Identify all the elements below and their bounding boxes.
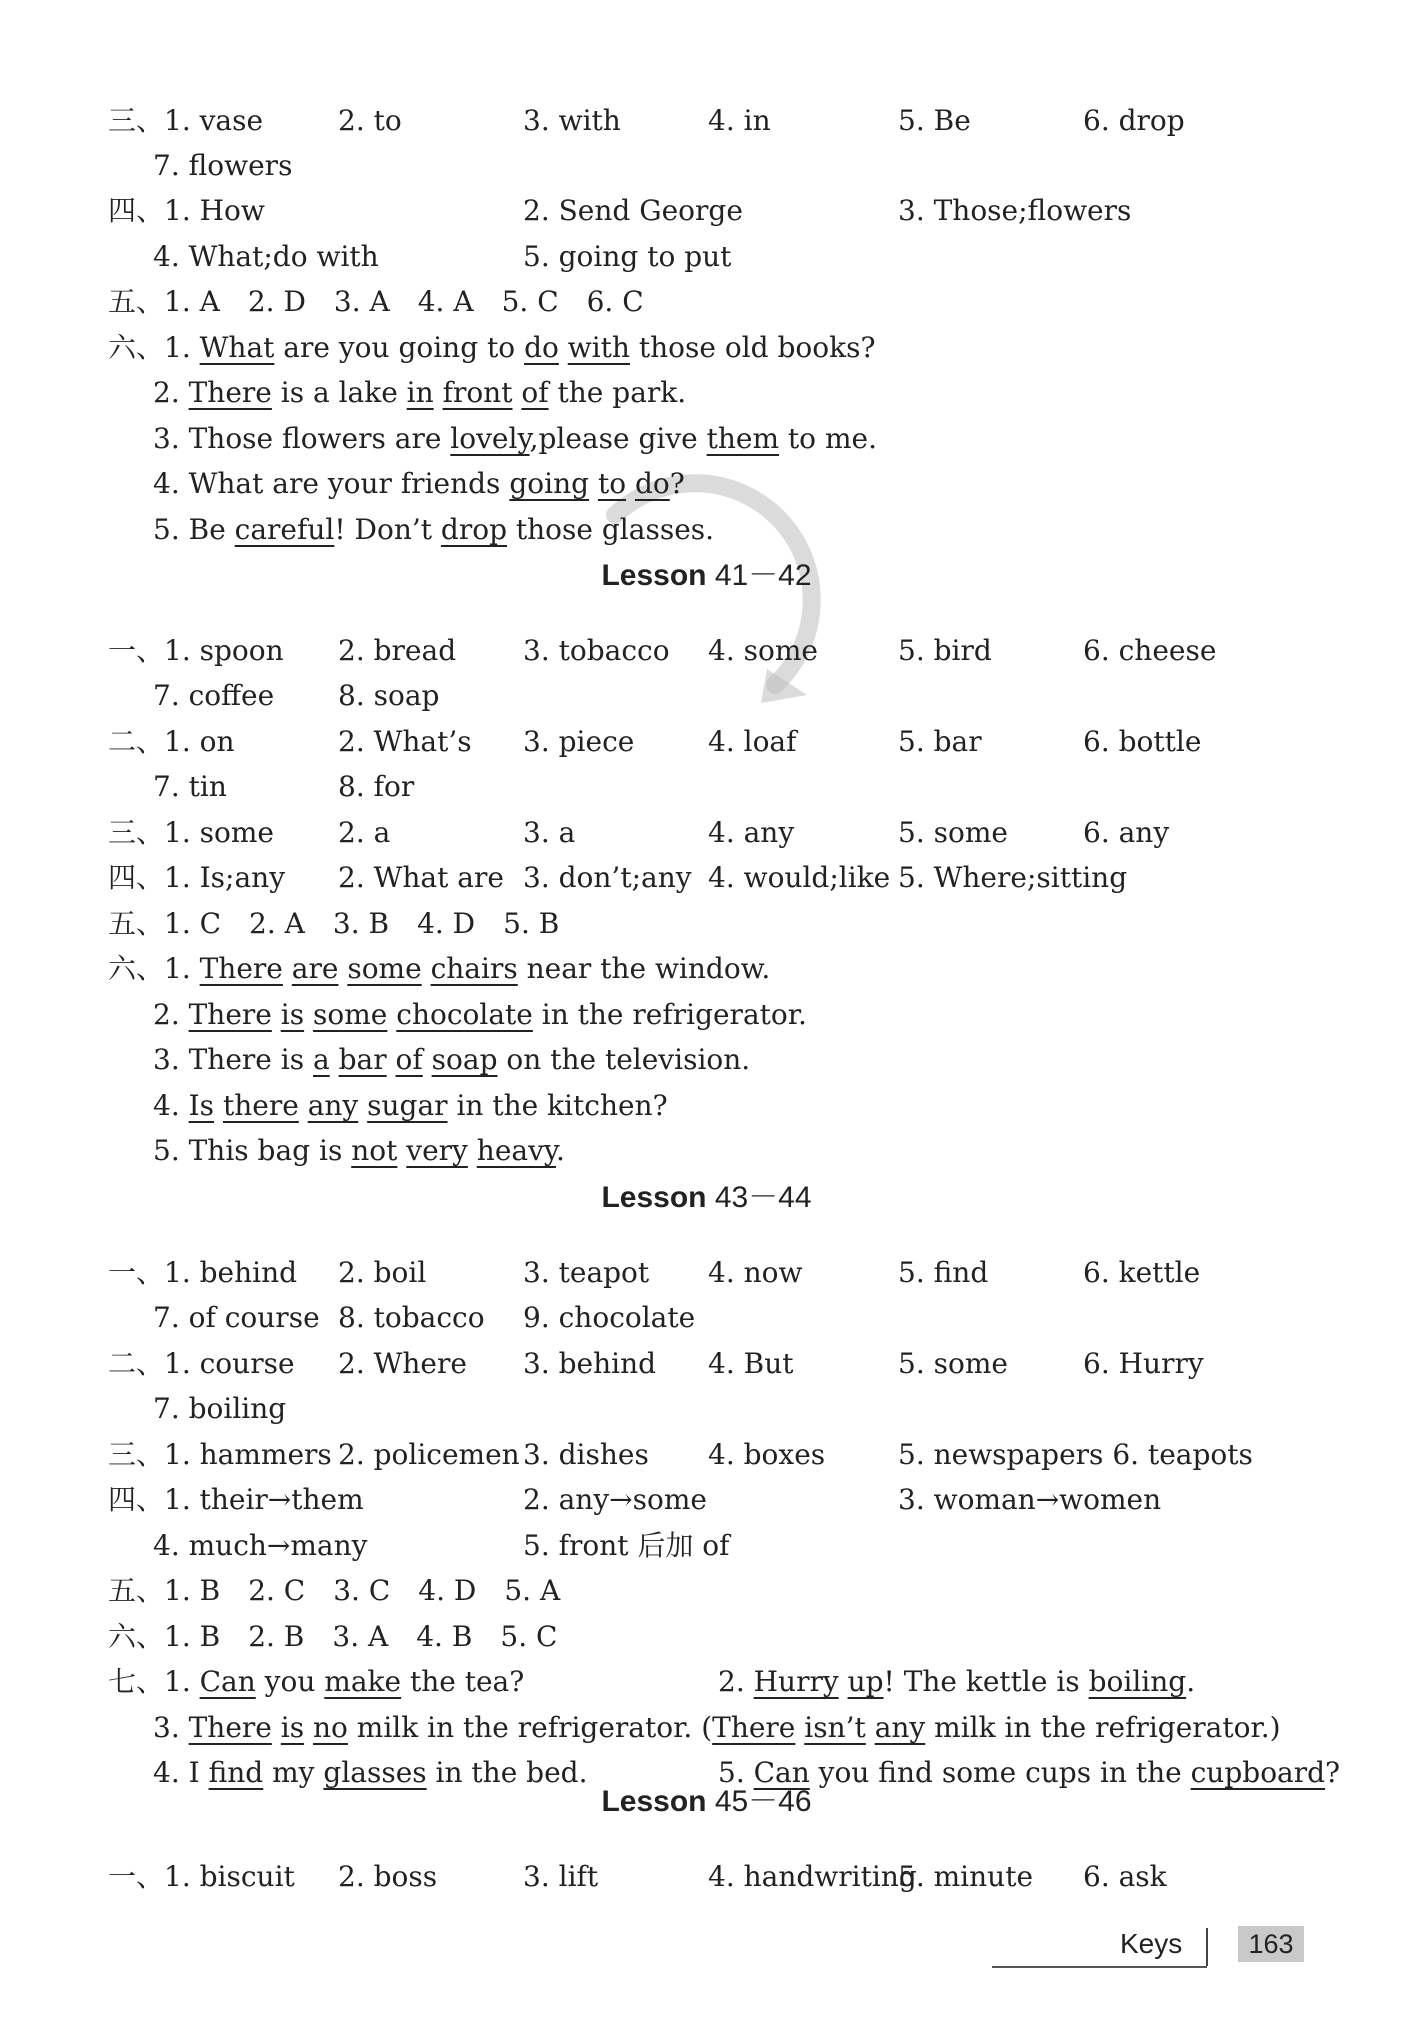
lesson-range: 45－46 [714, 1785, 812, 1818]
answer-item: 6. kettle [1083, 1256, 1201, 1289]
lesson-heading [0, 553, 1413, 599]
answer-item: 一、1. behind [108, 1256, 298, 1289]
sentence-text: ? [669, 467, 685, 500]
underlined-answer-word: There [188, 1711, 272, 1744]
lesson-word: Lesson [601, 1785, 707, 1818]
answer-item: 3. a [523, 816, 576, 849]
answer-item: 三、1. some [108, 816, 274, 849]
sentence-text: ! Don’t [334, 513, 441, 546]
answer-item [153, 461, 685, 507]
sentence-text [283, 952, 292, 985]
sentence-text [468, 1134, 477, 1167]
answer-item: 4. What;do with [153, 240, 379, 273]
sentence-text [839, 1665, 848, 1698]
sentence-text: ! The kettle is [883, 1665, 1089, 1698]
underlined-answer-word: front [442, 376, 513, 409]
answer-item: 五、1. A 2. D 3. A 4. A 5. C 6. C [108, 285, 644, 318]
sentence-text: . [556, 1134, 565, 1167]
underlined-answer-word: soap [431, 1043, 498, 1076]
answer-item: 5. bar [898, 725, 982, 758]
answer-item: 7. boiling [153, 1392, 287, 1425]
answer-item: 7. tin [153, 770, 227, 803]
sentence-text: on the television. [497, 1043, 751, 1076]
answer-item: 4. boxes [708, 1438, 826, 1471]
sentence-text [423, 1043, 432, 1076]
answer-item: 4. handwriting [708, 1860, 917, 1893]
underlined-answer-word: find [208, 1756, 264, 1789]
underlined-answer-word: of [521, 376, 549, 409]
answer-item: 4. in [708, 104, 771, 137]
underlined-answer-word: Can [199, 1665, 256, 1698]
sentence-text: ? [1325, 1756, 1341, 1789]
answer-item: 3. woman→women [898, 1483, 1162, 1516]
answer-item: 六、1. B 2. B 3. A 4. B 5. C [108, 1620, 558, 1653]
underlined-answer-word: Can [753, 1756, 810, 1789]
underlined-answer-word: bar [338, 1043, 387, 1076]
answer-item: 3. teapot [523, 1256, 650, 1289]
answer-item [718, 1659, 1195, 1705]
answer-item: 5. some [898, 1347, 1008, 1380]
sentence-text [358, 1089, 367, 1122]
sentence-text: 2. [153, 376, 189, 409]
sentence-text [304, 998, 313, 1031]
answer-item [108, 1659, 524, 1705]
answer-item: 5. some [898, 816, 1008, 849]
underlined-answer-word: of [395, 1043, 423, 1076]
sentence-text: 六、1. [108, 331, 200, 364]
underlined-answer-word: lovely [450, 422, 530, 455]
underlined-answer-word: boiling [1088, 1665, 1187, 1698]
sentence-text [559, 331, 568, 364]
answer-item: 3. behind [523, 1347, 657, 1380]
answer-item: 6. Hurry [1083, 1347, 1204, 1380]
answer-item: 6. any [1083, 816, 1170, 849]
answer-item: 3. dishes [523, 1438, 649, 1471]
answer-item: 6. drop [1083, 104, 1185, 137]
answer-item [153, 370, 686, 416]
sentence-text: 4. What are your friends [153, 467, 510, 500]
answer-item [153, 1705, 1281, 1751]
underlined-answer-word: heavy [476, 1134, 556, 1167]
footer-divider [1206, 1928, 1208, 1966]
underlined-answer-word: Hurry [753, 1665, 839, 1698]
footer-rule [992, 1966, 1207, 1968]
answer-item: 3. lift [523, 1860, 599, 1893]
sentence-text [626, 467, 635, 500]
answer-item: 9. chocolate [523, 1301, 696, 1334]
sentence-text: 5. [718, 1756, 754, 1789]
sentence-text: you [255, 1665, 325, 1698]
answer-item: 6. bottle [1083, 725, 1202, 758]
sentence-text [214, 1089, 223, 1122]
sentence-text [304, 1711, 313, 1744]
answer-item: 3. don’t;any [523, 861, 692, 894]
answer-item: 4. now [708, 1256, 803, 1289]
underlined-answer-word: not [351, 1134, 398, 1167]
answer-item: 7. coffee [153, 679, 275, 712]
answer-item: 7. flowers [153, 149, 293, 182]
underlined-answer-word: drop [440, 513, 507, 546]
answer-item [153, 1128, 565, 1174]
sentence-text: to me. [779, 422, 877, 455]
sentence-text: near the window. [517, 952, 771, 985]
answer-item: 3. tobacco [523, 634, 670, 667]
answer-item: 2. policemen [338, 1438, 520, 1471]
answer-item: 4. much→many [153, 1529, 368, 1562]
sentence-text: the tea? [401, 1665, 525, 1698]
underlined-answer-word: there [222, 1089, 299, 1122]
answer-item: 7. of course [153, 1301, 320, 1334]
underlined-answer-word: glasses [323, 1756, 427, 1789]
answer-item: 5. minute [898, 1860, 1034, 1893]
sentence-text: 七、1. [108, 1665, 200, 1698]
answer-item [153, 507, 714, 553]
underlined-answer-word: with [567, 331, 630, 364]
sentence-text [422, 952, 431, 985]
answer-item [153, 992, 807, 1038]
sentence-text [387, 998, 396, 1031]
answer-item: 2. Where [338, 1347, 467, 1380]
underlined-answer-word: is [280, 998, 305, 1031]
sentence-text [397, 1134, 406, 1167]
answer-item: 5. bird [898, 634, 992, 667]
sentence-text [434, 376, 443, 409]
underlined-answer-word: are [291, 952, 339, 985]
answer-item: 2. Send George [523, 194, 743, 227]
answer-item: 4. some [708, 634, 818, 667]
sentence-text: milk in the refrigerator. ( [347, 1711, 713, 1744]
answer-item: 5. front 后加 of [523, 1529, 730, 1562]
sentence-text: in the bed. [426, 1756, 588, 1789]
underlined-answer-word: any [307, 1089, 359, 1122]
underlined-answer-word: chocolate [396, 998, 533, 1031]
lesson-word: Lesson [601, 559, 707, 592]
answer-item: 2. to [338, 104, 402, 137]
answer-item: 5. newspapers 6. teapots [898, 1438, 1253, 1471]
answer-item: 四、1. their→them [108, 1483, 364, 1516]
answer-item: 4. But [708, 1347, 794, 1380]
underlined-answer-word: is [280, 1711, 305, 1744]
sentence-text: in the kitchen? [447, 1089, 668, 1122]
sentence-text: the park. [548, 376, 687, 409]
sentence-text: 5. Be [153, 513, 235, 546]
page-number: 163 [1238, 1926, 1304, 1962]
sentence-text: . [1186, 1665, 1196, 1698]
underlined-answer-word: do [524, 331, 559, 364]
sentence-text [387, 1043, 396, 1076]
answer-item: 二、1. course [108, 1347, 295, 1380]
answer-item: 2. boil [338, 1256, 427, 1289]
answer-item: 2. boss [338, 1860, 438, 1893]
sentence-text [866, 1711, 875, 1744]
underlined-answer-word: do [634, 467, 670, 500]
sentence-text: my [263, 1756, 324, 1789]
sentence-text: those glasses. [507, 513, 715, 546]
underlined-answer-word: Is [188, 1089, 215, 1122]
underlined-answer-word: no [313, 1711, 348, 1744]
sentence-text: milk in the refrigerator.) [925, 1711, 1281, 1744]
answer-item: 三、1. hammers [108, 1438, 332, 1471]
underlined-answer-word: a [312, 1043, 330, 1076]
sentence-text [272, 1711, 281, 1744]
sentence-text: 六、1. [108, 952, 200, 985]
underlined-answer-word: There [199, 952, 283, 985]
sentence-text: 3. Those flowers are [153, 422, 451, 455]
sentence-text: 5. This bag is [153, 1134, 352, 1167]
underlined-answer-word: There [188, 376, 272, 409]
answer-item: 一、1. spoon [108, 634, 284, 667]
answer-item: 8. tobacco [338, 1301, 485, 1334]
answer-item: 5. Where;sitting [898, 861, 1128, 894]
sentence-text: ,please give [529, 422, 707, 455]
answer-item: 5. Be [898, 104, 971, 137]
sentence-text: 4. I [153, 1756, 209, 1789]
answer-item: 2. What are [338, 861, 504, 894]
sentence-text: 4. [153, 1089, 189, 1122]
underlined-answer-word: some [313, 998, 388, 1031]
answer-item [108, 325, 875, 371]
answer-item: 4. would;like [708, 861, 891, 894]
sentence-text: 2. [718, 1665, 754, 1698]
answer-item: 6. cheese [1083, 634, 1217, 667]
sentence-text: in the refrigerator. [532, 998, 807, 1031]
answer-item: 2. bread [338, 634, 457, 667]
underlined-answer-word: careful [234, 513, 335, 546]
underlined-answer-word: up [847, 1665, 884, 1698]
underlined-answer-word: in [406, 376, 434, 409]
sentence-text: is a lake [271, 376, 407, 409]
sentence-text: 2. [153, 998, 189, 1031]
answer-item: 2. What’s [338, 725, 472, 758]
underlined-answer-word: What [199, 331, 275, 364]
answer-item: 二、1. on [108, 725, 235, 758]
answer-item: 3. with [523, 104, 621, 137]
answer-item [108, 946, 770, 992]
underlined-answer-word: chairs [430, 952, 518, 985]
answer-item: 五、1. B 2. C 3. C 4. D 5. A [108, 1574, 561, 1607]
sentence-text [272, 998, 281, 1031]
answer-item [153, 1083, 668, 1129]
answer-item: 3. Those;flowers [898, 194, 1132, 227]
lesson-heading [0, 1175, 1413, 1221]
answer-item: 2. a [338, 816, 391, 849]
answer-item: 8. for [338, 770, 415, 803]
answer-item: 8. soap [338, 679, 440, 712]
answer-item: 4. any [708, 816, 795, 849]
underlined-answer-word: them [706, 422, 780, 455]
sentence-text: those old books? [629, 331, 876, 364]
sentence-text: 3. There is [153, 1043, 313, 1076]
sentence-text [299, 1089, 308, 1122]
answer-item: 五、1. C 2. A 3. B 4. D 5. B [108, 907, 560, 940]
lesson-heading [0, 1779, 1413, 1825]
underlined-answer-word: make [324, 1665, 402, 1698]
sentence-text [338, 952, 347, 985]
answer-item: 5. find [898, 1256, 989, 1289]
underlined-answer-word: to [597, 467, 627, 500]
underlined-answer-word: going [509, 467, 590, 500]
sentence-text [330, 1043, 339, 1076]
lesson-range: 41－42 [714, 559, 812, 592]
answer-item [153, 416, 877, 462]
underlined-answer-word: very [406, 1134, 468, 1167]
answer-item: 6. ask [1083, 1860, 1167, 1893]
underlined-answer-word: cupboard [1190, 1756, 1326, 1789]
sentence-text [589, 467, 598, 500]
answer-item: 2. any→some [523, 1483, 707, 1516]
sentence-text: 3. [153, 1711, 189, 1744]
underlined-answer-word: There [712, 1711, 796, 1744]
lesson-word: Lesson [601, 1181, 707, 1214]
answer-item: 4. loaf [708, 725, 797, 758]
sentence-text: you find some cups in the [809, 1756, 1191, 1789]
answer-item: 三、1. vase [108, 104, 264, 137]
answer-item: 四、1. Is;any [108, 861, 286, 894]
underlined-answer-word: any [874, 1711, 926, 1744]
answer-item: 一、1. biscuit [108, 1860, 295, 1893]
sentence-text [795, 1711, 804, 1744]
underlined-answer-word: There [188, 998, 272, 1031]
answer-item: 5. going to put [523, 240, 732, 273]
answer-item [153, 1037, 750, 1083]
lesson-range: 43－44 [714, 1181, 812, 1214]
underlined-answer-word: sugar [367, 1089, 448, 1122]
sentence-text: are you going to [274, 331, 525, 364]
answer-item: 四、1. How [108, 194, 265, 227]
underlined-answer-word: some [347, 952, 422, 985]
footer-keys-label: Keys [1120, 1928, 1183, 1959]
answer-item: 3. piece [523, 725, 635, 758]
underlined-answer-word: isn’t [804, 1711, 866, 1744]
